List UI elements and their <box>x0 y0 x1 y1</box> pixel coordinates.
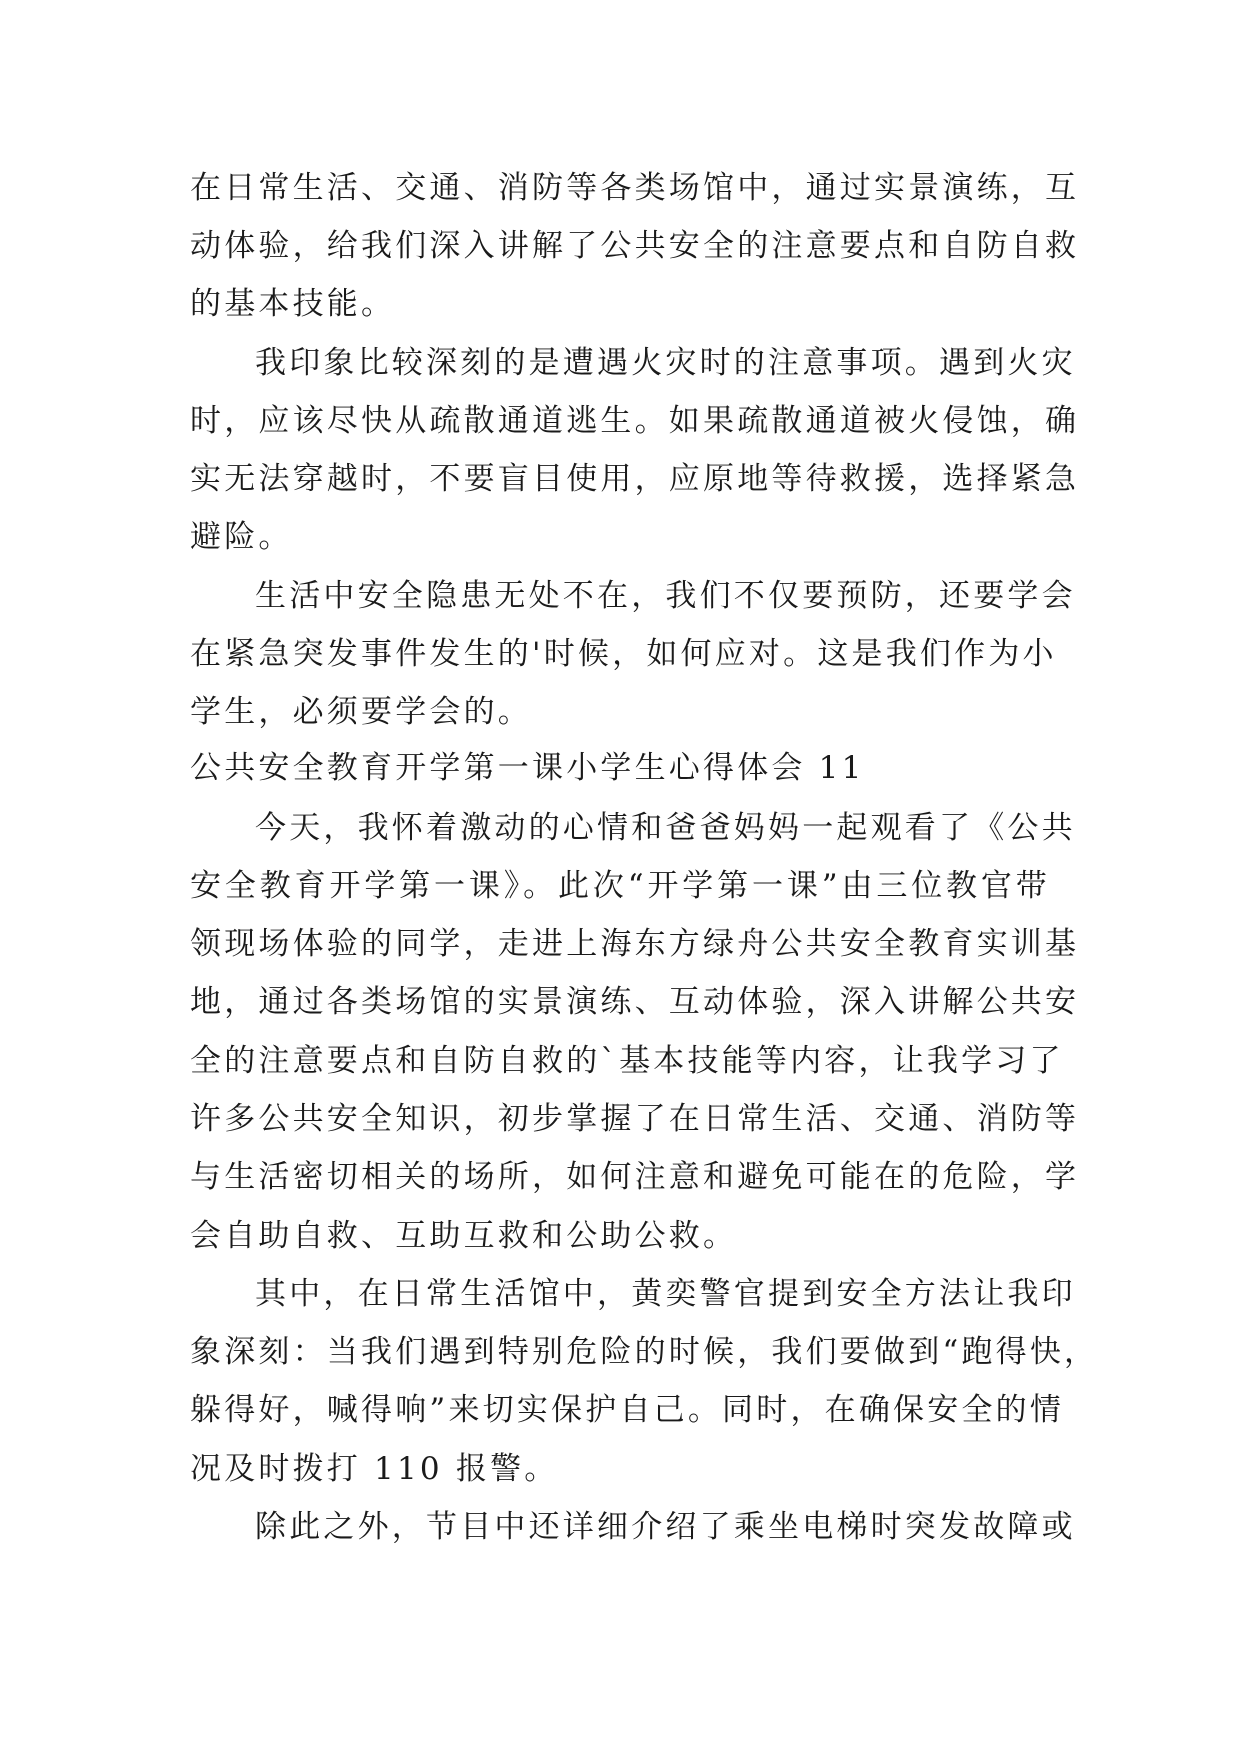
paragraph-line: 象深刻：当我们遇到特别危险的时候，我们要做到“跑得快， <box>190 1334 1099 1370</box>
section-heading: 公共安全教育开学第一课小学生心得体会 11 <box>190 750 865 786</box>
paragraph-line: 的基本技能。 <box>190 286 396 322</box>
paragraph-line: 况及时拨打 110 报警。 <box>190 1451 559 1487</box>
paragraph-line: 许多公共安全知识，初步掌握了在日常生活、交通、消防等 <box>190 1101 1080 1137</box>
paragraph-line: 避险。 <box>190 519 293 555</box>
paragraph-line: 与生活密切相关的场所，如何注意和避免可能在的危险，学 <box>190 1159 1080 1195</box>
paragraph-line: 今天，我怀着激动的心情和爸爸妈妈一起观看了《公共 <box>255 810 1076 846</box>
paragraph-line: 动体验，给我们深入讲解了公共安全的注意要点和自防自救 <box>190 228 1080 264</box>
paragraph-line: 安全教育开学第一课》。此次“开学第一课”由三位教官带 <box>190 868 1050 904</box>
paragraph-line: 在紧急突发事件发生的'时候，如何应对。这是我们作为小 <box>190 636 1057 672</box>
paragraph-line: 躲得好，喊得响”来切实保护自己。同时，在确保安全的情 <box>190 1392 1065 1428</box>
paragraph-line: 学生，必须要学会的。 <box>190 694 532 730</box>
paragraph-line: 全的注意要点和自防自救的`基本技能等内容，让我学习了 <box>190 1043 1064 1079</box>
paragraph-line: 我印象比较深刻的是遭遇火灾时的注意事项。遇到火灾 <box>255 345 1076 381</box>
paragraph-line: 领现场体验的同学，走进上海东方绿舟公共安全教育实训基 <box>190 926 1080 962</box>
paragraph-line: 地，通过各类场馆的实景演练、互动体验，深入讲解公共安 <box>190 984 1080 1020</box>
paragraph-line: 其中，在日常生活馆中，黄奕警官提到安全方法让我印 <box>255 1276 1076 1312</box>
paragraph-line: 除此之外，节目中还详细介绍了乘坐电梯时突发故障或 <box>255 1509 1076 1545</box>
paragraph-line: 实无法穿越时，不要盲目使用，应原地等待救援，选择紧急 <box>190 461 1080 497</box>
paragraph-line: 时，应该尽快从疏散通道逃生。如果疏散通道被火侵蚀，确 <box>190 403 1080 439</box>
paragraph-line: 生活中安全隐患无处不在，我们不仅要预防，还要学会 <box>255 578 1076 614</box>
paragraph-line: 会自助自救、互助互救和公助公救。 <box>190 1218 738 1254</box>
paragraph-line: 在日常生活、交通、消防等各类场馆中，通过实景演练，互 <box>190 170 1080 206</box>
